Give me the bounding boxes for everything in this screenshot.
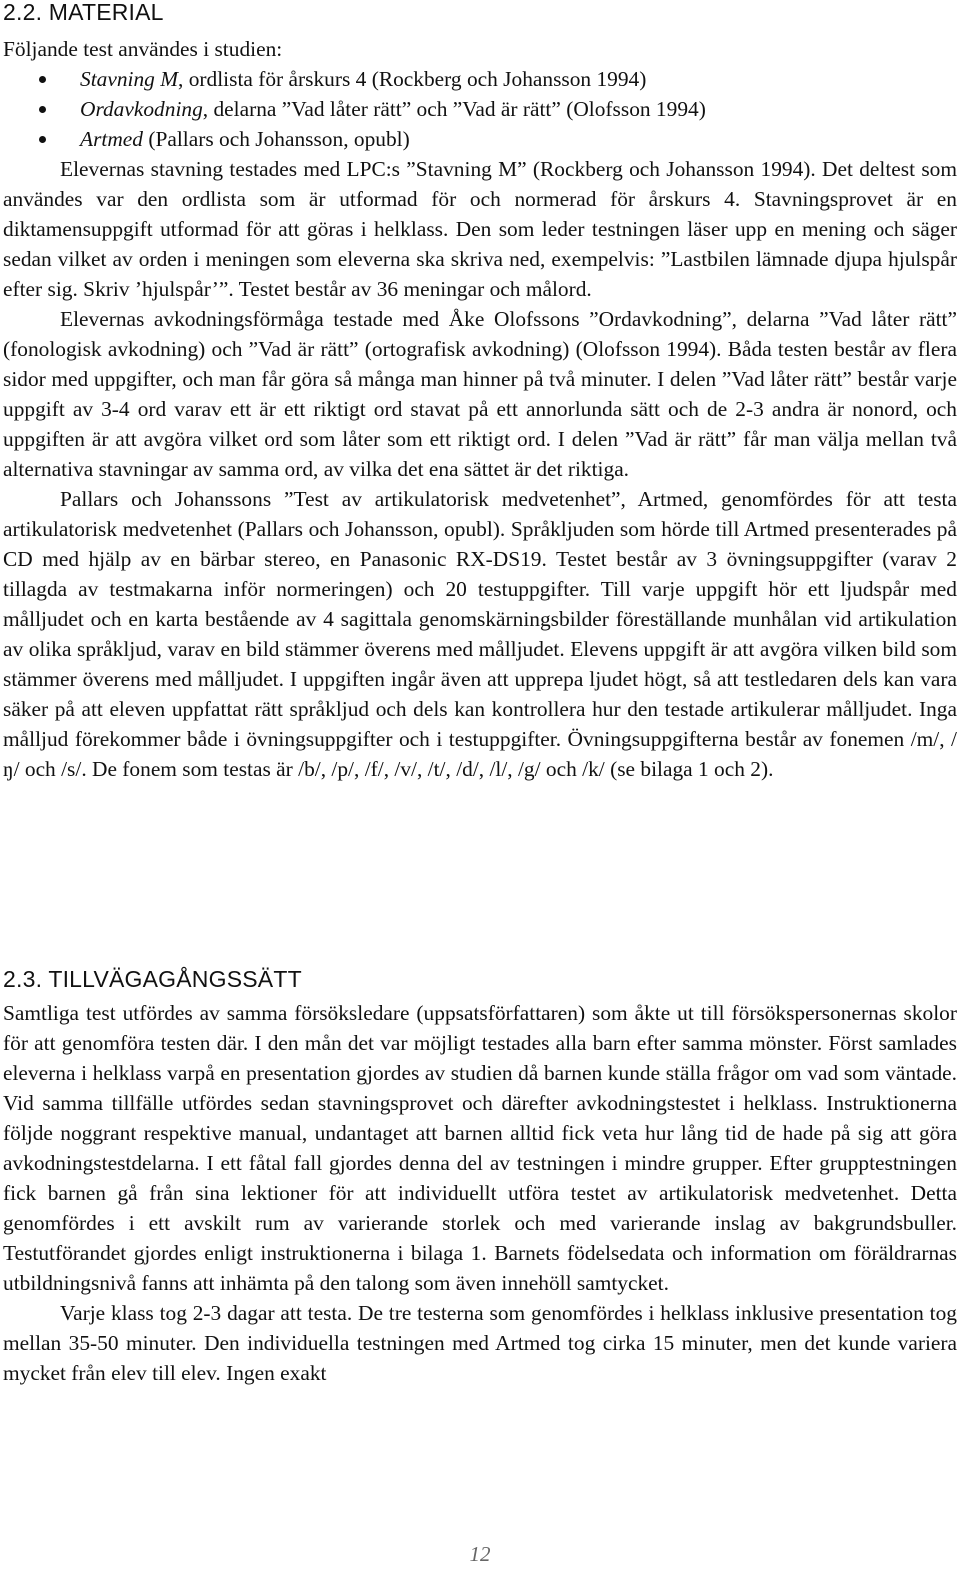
list-item — [0, 94, 706, 124]
section-heading-procedure: 2.3. TILLVÄGAGÅNGSSÄTT — [3, 966, 302, 992]
paragraph-spelling-test: Elevernas stavning testades med LPC:s ”Stavning M” (Rockberg och Johansson 1994). Det deltest som användes var den ordlista som är utformad för och normerad för årskurs 4. Stavningsprovet är en diktamensuppgift utformad för att göras i helklass. Den som leder testningen läser upp en mening och säger sedan vilket av orden i meningen som eleverna ska skriva ned, exempelvis: ”Lastbilen lämnade djupa hjulspår efter sig. Skriv ’hjulspår’”. Testet består av 36 meningar och målord. — [3, 157, 957, 301]
test-list — [0, 64, 706, 154]
bullet-icon — [39, 136, 46, 143]
paragraph-procedure: Samtliga test utfördes av samma försöksledare (uppsatsförfattaren) som åkte ut till försökspersonernas skolor för att genomföra testen där. I den mån det var möjligt testades alla barn efter samma mönster. Först samlades eleverna i helklass varpå en presentation gjordes av studien då barnen kunde ställa frågor om vad som väntade. Vid samma tillfälle utfördes sedan stavningsprovet och därefter avkodningstestet i helklass. Instruktionerna följde noggrant respektive manual, undantaget att barnen alltid fick veta hur lång tid de hade på sig att göra avkodningstestdelarna. I ett fåtal fall gjordes denna del av testningen i mindre grupper. Efter grupptestningen fick barnen gå från sina lektioner för att individuellt utföra testet av artikulatorisk medvetenhet. Detta genomfördes i ett avskilt rum av varierande storlek och med varierande inslag av bakgrundsbuller. Testutförandet gjordes enligt instruktionerna i bilaga 1. Barnets födelsedata och information om föräldrarnas utbildningsnivå fanns att inhämta på den talong som även innehöll samtycket. — [3, 1001, 957, 1295]
procedure-body — [3, 998, 957, 1388]
test-description: (Pallars och Johansson, opubl) — [142, 127, 410, 151]
bullet-icon — [39, 76, 46, 83]
material-body — [3, 154, 957, 784]
paragraph-decoding-test: Elevernas avkodningsförmåga testade med Åke Olofssons ”Ordavkodning”, delarna ”Vad låter rätt” (fonologisk avkodning) och ”Vad är rätt” (ortografisk avkodning) (Olofsson 1994). Båda testen består av flera sidor med uppgifter, och man får göra så många man hinner på två minuter. I delen ”Vad låter rätt” består varje uppgift av 3-4 ord varav ett är ett riktigt ord stavat på ett annorlunda sätt och de 2-3 andra är nonord, och uppgiften är att avgöra vilket ord som låter som ett riktigt ord. I delen ”Vad är rätt” får man välja mellan två alternativa stavningar av samma ord, av vilka det ena sättet är det riktiga. — [3, 307, 957, 481]
section-heading-material: 2.2. MATERIAL — [3, 0, 164, 25]
test-name: Ordavkodning — [80, 97, 203, 121]
test-name: Stavning M — [80, 67, 179, 91]
paragraph-artmed-test: Pallars och Johanssons ”Test av artikulatorisk medvetenhet”, Artmed, genomfördes för att testa artikulatorisk medvetenhet (Pallars och Johansson, opubl). Språkljuden som hörde till Artmed presenterades på CD med hjälp av en bärbar stereo, en Panasonic RX-DS19. Testet består av 3 övningsuppgifter (varav 2 tillagda av testmakarna inför normeringen) och 20 testuppgifter. Till varje uppgift hör ett ljudspår med målljudet och en karta bestående av 4 sagittala genomskärningsbilder föreställande munhålan vid artikulation av olika språkljud, varav en bild stämmer överens med målljudet. Elevens uppgift är att avgöra vilken bild som stämmer överens med målljudet. I uppgiften ingår även att upprepa ljudet högt, så att testledaren dels kan vara säker på att eleven uppfattat rätt språkljud och dels kan kontrollera hur den testade artikulerar målljudet. Inga målljud förekommer både i övningsuppgifter och i testuppgifter. Övningsuppgifterna består av fonemen /m/, /ŋ/ och /s/. De fonem som testas är /b/, /p/, /f/, /v/, /t/, /d/, /l/, /g/ och /k/ (se bilaga 1 och 2). — [3, 487, 957, 781]
list-item — [0, 124, 706, 154]
page-number: 12 — [469, 1542, 491, 1566]
paragraph-duration: Varje klass tog 2-3 dagar att testa. De tre testerna som genomfördes i helklass inklusive presentation tog mellan 35-50 minuter. Den individuella testningen med Artmed tog cirka 15 minuter, men det kunde variera mycket från elev till elev. Ingen exakt — [3, 1301, 957, 1385]
test-description: , delarna ”Vad låter rätt” och ”Vad är rätt” (Olofsson 1994) — [202, 97, 706, 121]
test-name: Artmed — [80, 127, 143, 151]
test-description: , ordlista för årskurs 4 (Rockberg och Johansson 1994) — [178, 67, 647, 91]
list-item — [0, 64, 706, 94]
bullet-icon — [39, 106, 46, 113]
intro-text: Följande test användes i studien: — [3, 37, 283, 61]
